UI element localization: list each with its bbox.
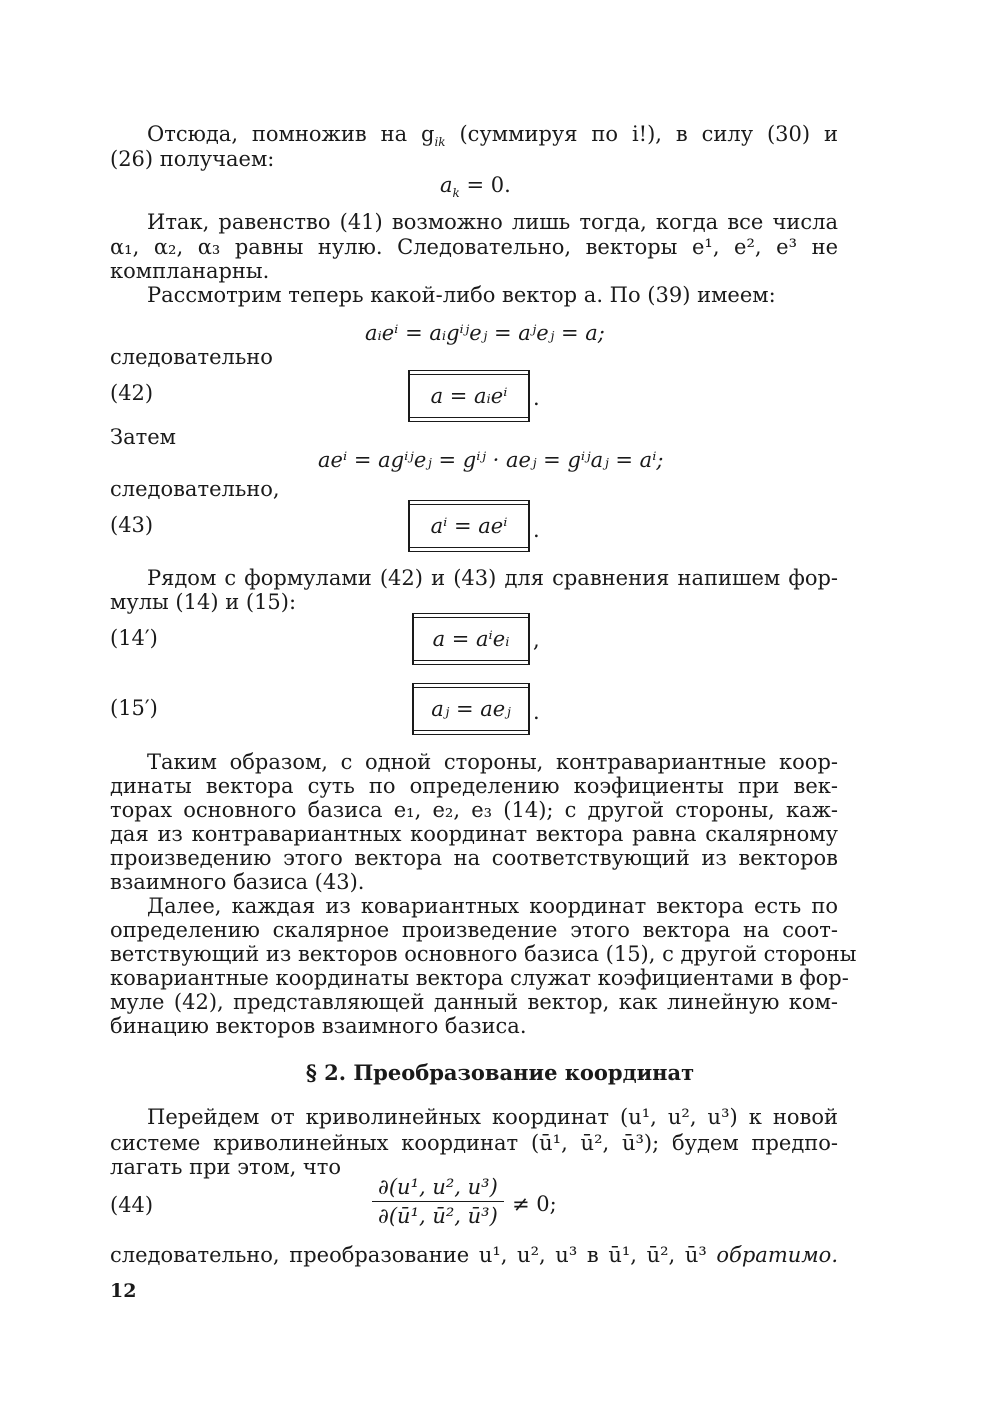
section-heading: § 2. Преобразование координат <box>305 1060 695 1085</box>
boxed-formula-43: aⁱ = aeⁱ <box>408 500 530 552</box>
text-line: динаты вектора суть по определению коэфициенты при век- <box>110 774 838 798</box>
jacobian-fraction <box>372 1175 504 1228</box>
text-line: α₁, α₂, α₃ равны нулю. Следовательно, векторы e¹, e², e³ не <box>110 235 838 259</box>
text-line: Затем <box>110 425 176 449</box>
equation-ak: $a_k = 0$. <box>440 173 511 201</box>
boxed-formula-14: a = aⁱeᵢ <box>412 613 530 665</box>
equation-number-42: (42) <box>110 381 154 405</box>
punctuation: . <box>533 700 540 724</box>
text-line: бинацию векторов взаимного базиса. <box>110 1014 527 1038</box>
equation-number-43: (43) <box>110 513 154 537</box>
text-line: Отсюда, помножив на $g_{ik}$ (суммируя по i!), в силу (30) и <box>147 122 838 150</box>
text-line: взаимного базиса (43). <box>110 870 365 894</box>
equation-39: aᵢeⁱ = aᵢgⁱʲeⱼ = aʲeⱼ = a; <box>365 321 605 345</box>
punctuation: , <box>533 628 540 652</box>
equation-number-44: (44) <box>110 1193 154 1217</box>
text-line: следовательно, <box>110 477 280 501</box>
text-line: следовательно, преобразование u¹, u², u³ в ū¹, ū², ū³ обратимо. <box>110 1243 838 1267</box>
inequality: ≠ 0; <box>512 1192 557 1216</box>
text-line: дая из контравариантных координат вектора равна скалярному <box>110 822 838 846</box>
punctuation: . <box>533 386 540 410</box>
equation-number-14: (14′) <box>110 626 158 650</box>
text-line: (26) получаем: <box>110 147 275 171</box>
boxed-formula-42: a = aᵢeⁱ <box>408 370 530 422</box>
fraction-denominator: ∂(ū¹, ū², ū³) <box>378 1204 498 1228</box>
text-line: ветствующий из векторов основного базиса (15), с другой стороны <box>110 942 857 966</box>
text-line: Перейдем от криволинейных координат (u¹, u², u³) к новой <box>147 1105 838 1129</box>
text-line: системе криволинейных координат (ū¹, ū², ū³); будем предпо- <box>110 1131 838 1155</box>
text-line: ковариантные координаты вектора служат коэфициентами в фор- <box>110 966 849 990</box>
fraction-numerator: ∂(u¹, u², u³) <box>372 1175 504 1202</box>
text-line: Итак, равенство (41) возможно лишь тогда, когда все числа <box>147 210 838 234</box>
text-line: произведению этого вектора на соответствующий из векторов <box>110 846 838 870</box>
text-line: Далее, каждая из ковариантных координат вектора есть по <box>147 894 838 918</box>
text-line: муле (42), представляющей данный вектор, как линейную ком- <box>110 990 838 1014</box>
boxed-formula-15: aⱼ = aeⱼ <box>412 683 530 735</box>
equation-number-15: (15′) <box>110 696 158 720</box>
text-line: Рассмотрим теперь какой-либо вектор a. По (39) имеем: <box>147 283 776 307</box>
text-line: компланарны. <box>110 259 270 283</box>
emphasis-text: обратимо. <box>716 1243 838 1267</box>
text-line: Рядом с формулами (42) и (43) для сравнения напишем фор- <box>147 566 838 590</box>
text-line: мулы (14) и (15): <box>110 590 297 614</box>
page-number: 12 <box>110 1280 137 1302</box>
punctuation: . <box>533 518 540 542</box>
text-line: определению скалярное произведение этого вектора на соот- <box>110 918 838 942</box>
text-line: торах основного базиса e₁, e₂, e₃ (14); с другой стороны, каж- <box>110 798 838 822</box>
equation-zatem: aeⁱ = agⁱʲeⱼ = gⁱʲ · aeⱼ = gⁱʲaⱼ = aⁱ; <box>318 448 664 472</box>
text-line: лагать при этом, что <box>110 1155 342 1179</box>
text-line: следовательно <box>110 345 273 369</box>
text-line: Таким образом, с одной стороны, контравариантные коор- <box>147 750 838 774</box>
